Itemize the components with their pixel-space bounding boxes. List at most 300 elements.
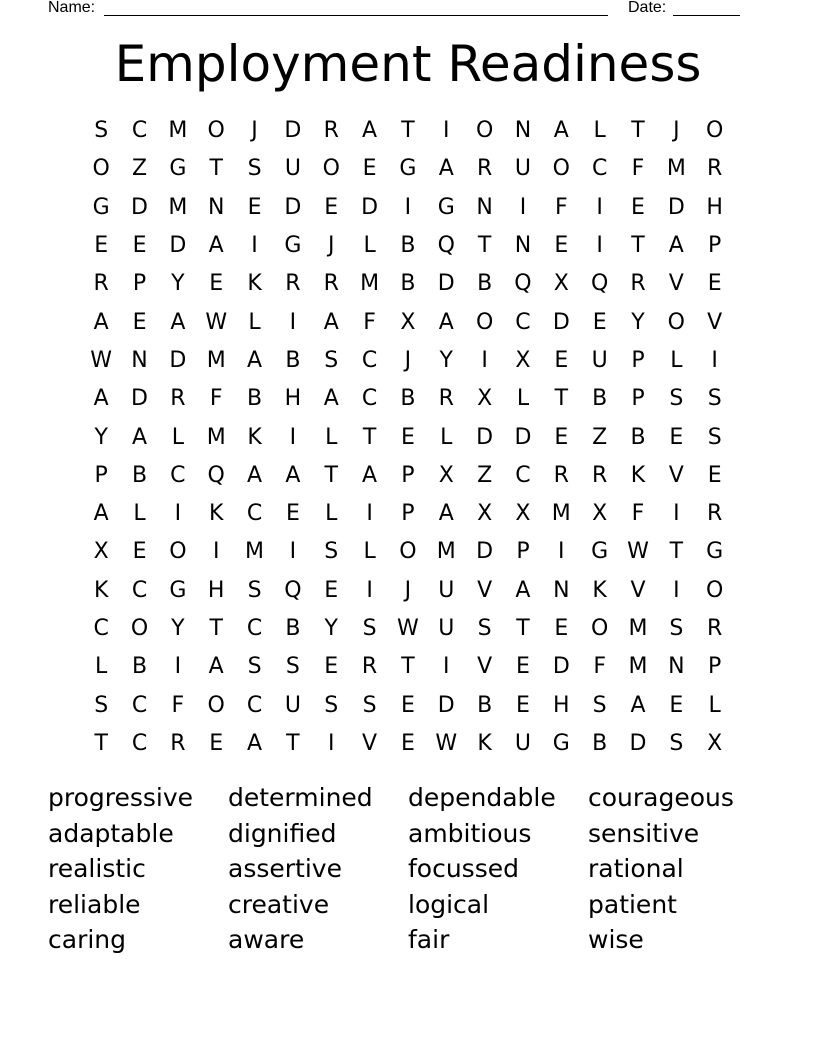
grid-letter[interactable]: Q bbox=[514, 271, 532, 297]
grid-letter[interactable]: S bbox=[707, 386, 722, 412]
grid-letter[interactable]: L bbox=[593, 118, 606, 144]
grid-letter[interactable]: M bbox=[666, 156, 686, 182]
grid-letter[interactable]: J bbox=[404, 347, 412, 373]
grid-letter[interactable]: H bbox=[553, 692, 570, 718]
grid-letter[interactable]: T bbox=[554, 386, 569, 412]
grid-letter[interactable]: B bbox=[285, 616, 301, 641]
grid-letter[interactable]: X bbox=[515, 347, 531, 373]
grid-letter[interactable]: A bbox=[247, 347, 263, 373]
grid-letter[interactable]: T bbox=[401, 654, 415, 680]
grid-letter[interactable]: D bbox=[552, 309, 570, 335]
grid-letter[interactable]: P bbox=[631, 347, 645, 373]
grid-letter[interactable]: X bbox=[438, 462, 454, 488]
grid-letter[interactable]: N bbox=[668, 654, 685, 680]
grid-letter[interactable]: W bbox=[90, 347, 113, 373]
grid-letter[interactable]: D bbox=[437, 271, 455, 297]
grid-letter[interactable]: X bbox=[477, 501, 493, 527]
grid-letter[interactable]: N bbox=[514, 118, 532, 144]
grid-letter[interactable]: M bbox=[628, 654, 648, 680]
grid-letter[interactable]: D bbox=[131, 194, 148, 220]
grid-letter[interactable]: S bbox=[669, 730, 684, 756]
grid-row bbox=[82, 457, 734, 495]
grid-letter[interactable]: C bbox=[131, 692, 148, 718]
grid-letter[interactable]: L bbox=[363, 539, 376, 565]
grid-letter[interactable]: I bbox=[673, 501, 680, 527]
grid-letter[interactable]: E bbox=[631, 194, 645, 220]
grid-letter[interactable]: R bbox=[553, 462, 569, 488]
word-list-item: rational bbox=[588, 854, 684, 884]
grid-letter[interactable]: Y bbox=[439, 347, 453, 373]
grid-letter[interactable]: X bbox=[477, 386, 493, 412]
grid-letter[interactable]: D bbox=[284, 118, 302, 144]
grid-letter[interactable]: Y bbox=[94, 424, 108, 450]
grid-letter[interactable]: E bbox=[285, 501, 300, 527]
grid-letter[interactable]: A bbox=[630, 692, 646, 718]
grid-letter[interactable]: X bbox=[553, 271, 569, 297]
grid-letter[interactable]: E bbox=[554, 424, 569, 450]
grid-letter[interactable]: F bbox=[631, 501, 645, 527]
grid-letter[interactable]: O bbox=[130, 616, 149, 641]
grid-letter[interactable]: S bbox=[94, 118, 109, 144]
grid-letter[interactable]: L bbox=[516, 386, 530, 412]
grid-letter[interactable]: T bbox=[477, 233, 492, 259]
grid-letter[interactable]: I bbox=[251, 233, 258, 259]
grid-letter[interactable]: P bbox=[516, 539, 530, 565]
grid-letter[interactable]: K bbox=[630, 462, 646, 488]
grid-letter[interactable]: Z bbox=[477, 462, 493, 488]
grid-letter[interactable]: X bbox=[515, 501, 531, 527]
grid-letter[interactable]: Y bbox=[631, 309, 645, 335]
grid-letter[interactable]: I bbox=[289, 309, 297, 335]
grid-letter[interactable]: C bbox=[131, 730, 148, 756]
grid-letter[interactable]: L bbox=[670, 347, 683, 373]
grid-letter[interactable]: L bbox=[363, 233, 376, 259]
grid-letter[interactable]: D bbox=[476, 424, 494, 450]
grid-letter[interactable]: Q bbox=[284, 577, 302, 603]
grid-letter[interactable]: A bbox=[208, 233, 224, 259]
grid-letter[interactable]: C bbox=[246, 616, 263, 641]
grid-letter[interactable]: E bbox=[516, 654, 530, 680]
grid-letter[interactable]: R bbox=[476, 156, 493, 182]
grid-letter[interactable]: T bbox=[286, 730, 300, 756]
grid-letter[interactable]: F bbox=[631, 156, 645, 182]
grid-letter[interactable]: B bbox=[477, 692, 493, 718]
grid-letter[interactable]: M bbox=[360, 271, 380, 297]
grid-letter[interactable]: X bbox=[707, 730, 723, 756]
grid-letter[interactable]: K bbox=[247, 424, 262, 450]
grid-letter[interactable]: W bbox=[435, 730, 458, 756]
grid-letter[interactable]: I bbox=[289, 424, 297, 450]
grid-letter[interactable]: C bbox=[361, 347, 378, 373]
grid-letter[interactable]: B bbox=[131, 462, 148, 488]
grid-letter[interactable]: G bbox=[284, 233, 302, 259]
grid-letter[interactable]: T bbox=[631, 118, 645, 144]
grid-letter[interactable]: F bbox=[363, 309, 376, 335]
grid-letter[interactable]: A bbox=[553, 118, 569, 144]
grid-letter[interactable]: P bbox=[631, 386, 645, 412]
grid-letter[interactable]: D bbox=[284, 194, 302, 220]
grid-letter[interactable]: I bbox=[327, 730, 335, 756]
grid-letter[interactable]: J bbox=[673, 118, 680, 144]
grid-letter[interactable]: O bbox=[92, 156, 110, 182]
grid-letter[interactable]: E bbox=[400, 692, 415, 718]
grid-letter[interactable]: B bbox=[400, 233, 416, 259]
grid-letter[interactable]: Q bbox=[590, 271, 609, 297]
grid-letter[interactable]: I bbox=[596, 194, 603, 220]
grid-letter[interactable]: A bbox=[208, 654, 224, 680]
grid-letter[interactable]: K bbox=[477, 730, 492, 756]
grid-letter[interactable]: C bbox=[93, 616, 109, 641]
grid-letter[interactable]: I bbox=[289, 539, 297, 565]
grid-letter[interactable]: I bbox=[443, 654, 450, 680]
grid-letter[interactable]: E bbox=[707, 271, 722, 297]
grid-letter[interactable]: C bbox=[515, 309, 531, 335]
grid-letter[interactable]: G bbox=[591, 539, 609, 565]
grid-letter[interactable]: P bbox=[94, 462, 108, 488]
grid-letter[interactable]: A bbox=[362, 118, 378, 144]
grid-letter[interactable]: H bbox=[284, 386, 302, 412]
grid-letter[interactable]: R bbox=[93, 271, 109, 297]
grid-letter[interactable]: Z bbox=[131, 156, 148, 182]
grid-letter[interactable]: O bbox=[475, 118, 494, 144]
grid-letter[interactable]: Y bbox=[171, 616, 185, 641]
grid-letter[interactable]: R bbox=[707, 501, 723, 527]
grid-letter[interactable]: U bbox=[438, 616, 455, 641]
grid-letter[interactable]: U bbox=[514, 730, 531, 756]
grid-letter[interactable]: S bbox=[247, 577, 262, 603]
grid-letter[interactable]: X bbox=[400, 309, 416, 335]
grid-letter[interactable]: F bbox=[209, 386, 223, 412]
grid-letter[interactable]: B bbox=[477, 271, 493, 297]
grid-letter[interactable]: K bbox=[247, 271, 262, 297]
grid-letter[interactable]: T bbox=[401, 118, 415, 144]
grid-letter[interactable]: L bbox=[171, 424, 184, 450]
grid-letter[interactable]: D bbox=[361, 194, 379, 220]
grid-letter[interactable]: W bbox=[205, 309, 228, 335]
grid-letter[interactable]: E bbox=[516, 692, 530, 718]
grid-letter[interactable]: V bbox=[668, 271, 684, 297]
grid-letter[interactable]: C bbox=[246, 501, 263, 527]
grid-letter[interactable]: E bbox=[132, 233, 147, 259]
grid-letter[interactable]: P bbox=[708, 654, 722, 680]
grid-letter[interactable]: R bbox=[285, 271, 301, 297]
word-list-item: reliable bbox=[48, 889, 141, 919]
grid-letter[interactable]: K bbox=[93, 577, 109, 603]
grid-letter[interactable]: E bbox=[209, 271, 224, 297]
grid-letter[interactable]: O bbox=[667, 309, 685, 335]
grid-letter[interactable]: C bbox=[515, 462, 531, 488]
grid-letter[interactable]: V bbox=[477, 577, 493, 603]
grid-letter[interactable]: T bbox=[631, 233, 645, 259]
grid-letter[interactable]: T bbox=[209, 616, 223, 641]
grid-letter[interactable]: B bbox=[592, 730, 608, 756]
grid-letter[interactable]: N bbox=[476, 194, 493, 220]
grid-letter[interactable]: G bbox=[92, 194, 110, 220]
grid-letter[interactable]: E bbox=[400, 730, 415, 756]
grid-letter[interactable]: I bbox=[558, 539, 565, 565]
grid-letter[interactable]: O bbox=[590, 616, 609, 641]
word-row bbox=[48, 887, 768, 923]
grid-letter[interactable]: O bbox=[207, 118, 225, 144]
grid-letter[interactable]: R bbox=[630, 271, 646, 297]
grid-letter[interactable]: S bbox=[592, 692, 607, 718]
grid-letter[interactable]: E bbox=[324, 654, 339, 680]
grid-letter[interactable]: G bbox=[169, 577, 187, 603]
grid-letter[interactable]: C bbox=[131, 118, 148, 144]
grid-letter[interactable]: C bbox=[591, 156, 608, 182]
grid-letter[interactable]: R bbox=[591, 462, 608, 488]
grid-letter[interactable]: E bbox=[94, 233, 109, 259]
grid-letter[interactable]: U bbox=[284, 692, 301, 718]
grid-letter[interactable]: O bbox=[706, 577, 724, 603]
grid-letter[interactable]: S bbox=[669, 386, 684, 412]
grid-letter[interactable]: T bbox=[209, 156, 223, 182]
grid-letter[interactable]: A bbox=[438, 501, 454, 527]
grid-letter[interactable]: E bbox=[554, 616, 569, 641]
grid-letter[interactable]: A bbox=[438, 156, 454, 182]
grid-letter[interactable]: G bbox=[169, 156, 187, 182]
grid-letter[interactable]: L bbox=[325, 424, 338, 450]
grid-letter[interactable]: B bbox=[131, 654, 148, 680]
grid-letter[interactable]: A bbox=[247, 730, 263, 756]
grid-letter[interactable]: X bbox=[93, 539, 109, 565]
grid-letter[interactable]: T bbox=[94, 730, 108, 756]
grid-letter[interactable]: Y bbox=[171, 271, 185, 297]
grid-letter[interactable]: F bbox=[171, 692, 185, 718]
date-field[interactable] bbox=[673, 0, 740, 16]
grid-letter[interactable]: S bbox=[324, 692, 339, 718]
grid-letter[interactable]: V bbox=[707, 309, 723, 335]
grid-letter[interactable]: M bbox=[436, 539, 456, 565]
grid-letter[interactable]: M bbox=[206, 347, 226, 373]
grid-letter[interactable]: W bbox=[627, 539, 649, 565]
grid-letter[interactable]: E bbox=[132, 309, 147, 335]
grid-letter[interactable]: S bbox=[669, 616, 684, 641]
grid-letter[interactable]: Z bbox=[592, 424, 608, 450]
grid-letter[interactable]: L bbox=[95, 654, 108, 680]
grid-letter[interactable]: A bbox=[438, 309, 454, 335]
grid-letter[interactable]: E bbox=[554, 233, 569, 259]
grid-letter[interactable]: E bbox=[247, 194, 262, 220]
grid-letter[interactable]: A bbox=[93, 309, 109, 335]
grid-letter[interactable]: R bbox=[323, 271, 339, 297]
grid-letter[interactable]: I bbox=[174, 501, 182, 527]
name-label: Name: bbox=[48, 0, 96, 16]
grid-letter[interactable]: E bbox=[132, 539, 147, 565]
grid-letter[interactable]: A bbox=[93, 386, 109, 412]
grid-letter[interactable]: I bbox=[673, 577, 680, 603]
grid-letter[interactable]: E bbox=[324, 194, 339, 220]
grid-letter[interactable]: I bbox=[404, 194, 412, 220]
grid-letter[interactable]: P bbox=[401, 501, 415, 527]
grid-letter[interactable]: L bbox=[325, 501, 338, 527]
grid-letter[interactable]: S bbox=[477, 616, 492, 641]
grid-letter[interactable]: A bbox=[668, 233, 684, 259]
grid-letter[interactable]: M bbox=[245, 539, 265, 565]
grid-letter[interactable]: E bbox=[324, 577, 339, 603]
grid-letter[interactable]: U bbox=[591, 347, 608, 373]
grid-letter[interactable]: B bbox=[630, 424, 646, 450]
grid-letter[interactable]: L bbox=[248, 309, 261, 335]
grid-letter[interactable]: S bbox=[362, 616, 377, 641]
grid-letter[interactable]: A bbox=[247, 462, 263, 488]
grid-letter[interactable]: O bbox=[475, 309, 494, 335]
grid-row bbox=[82, 189, 734, 227]
grid-letter[interactable]: I bbox=[366, 501, 373, 527]
grid-letter[interactable]: N bbox=[207, 194, 225, 220]
grid-letter[interactable]: E bbox=[209, 730, 224, 756]
grid-letter[interactable]: N bbox=[514, 233, 532, 259]
grid-letter[interactable]: S bbox=[324, 539, 339, 565]
grid-letter[interactable]: F bbox=[593, 654, 606, 680]
grid-letter[interactable]: T bbox=[669, 539, 684, 565]
grid-letter[interactable]: A bbox=[362, 462, 378, 488]
grid-letter[interactable]: S bbox=[362, 692, 377, 718]
grid-letter[interactable]: T bbox=[362, 424, 377, 450]
grid-letter[interactable]: J bbox=[327, 233, 335, 259]
grid-letter[interactable]: D bbox=[437, 692, 455, 718]
grid-letter[interactable]: P bbox=[401, 462, 415, 488]
grid-letter[interactable]: Q bbox=[207, 462, 225, 488]
grid-letter[interactable]: I bbox=[596, 233, 603, 259]
grid-letter[interactable]: D bbox=[552, 654, 570, 680]
grid-letter[interactable]: D bbox=[667, 194, 685, 220]
grid-letter[interactable]: D bbox=[514, 424, 532, 450]
name-field[interactable] bbox=[104, 0, 608, 16]
grid-letter[interactable]: J bbox=[251, 118, 258, 144]
grid-letter[interactable]: U bbox=[438, 577, 455, 603]
grid-letter[interactable]: E bbox=[669, 692, 684, 718]
grid-letter[interactable]: E bbox=[707, 462, 722, 488]
grid-letter[interactable]: D bbox=[131, 386, 148, 412]
grid-letter[interactable]: C bbox=[131, 577, 148, 603]
grid-letter[interactable]: O bbox=[169, 539, 187, 565]
grid-letter[interactable]: I bbox=[212, 539, 220, 565]
grid-letter[interactable]: R bbox=[170, 386, 186, 412]
grid-letter[interactable]: B bbox=[400, 386, 416, 412]
grid-letter[interactable]: R bbox=[170, 730, 186, 756]
grid-letter[interactable]: M bbox=[168, 194, 188, 220]
grid-letter[interactable]: A bbox=[285, 462, 301, 488]
grid-letter[interactable]: S bbox=[94, 692, 109, 718]
word-list-item: realistic bbox=[48, 854, 146, 884]
grid-letter[interactable]: E bbox=[592, 309, 607, 335]
grid-letter[interactable]: L bbox=[133, 501, 146, 527]
grid-letter[interactable]: S bbox=[247, 654, 262, 680]
grid-letter[interactable]: S bbox=[707, 424, 722, 450]
grid-letter[interactable]: B bbox=[592, 386, 608, 412]
grid-letter[interactable]: S bbox=[285, 654, 300, 680]
grid-letter[interactable]: V bbox=[477, 654, 493, 680]
grid-letter[interactable]: G bbox=[552, 730, 570, 756]
grid-letter[interactable]: A bbox=[93, 501, 109, 527]
grid-letter[interactable]: X bbox=[592, 501, 608, 527]
grid-letter[interactable]: O bbox=[706, 118, 724, 144]
header bbox=[48, 0, 748, 18]
grid-letter[interactable]: I bbox=[519, 194, 527, 220]
grid-letter[interactable]: N bbox=[553, 577, 570, 603]
grid-letter[interactable]: E bbox=[362, 156, 377, 182]
grid-letter[interactable]: K bbox=[208, 501, 224, 527]
grid-letter[interactable]: H bbox=[207, 577, 225, 603]
grid-letter[interactable]: C bbox=[361, 386, 378, 412]
grid-letter[interactable]: S bbox=[324, 347, 339, 373]
grid-letter[interactable]: C bbox=[246, 692, 263, 718]
grid-letter[interactable]: G bbox=[399, 156, 417, 182]
grid-letter[interactable]: J bbox=[404, 577, 412, 603]
grid-letter[interactable]: A bbox=[515, 577, 531, 603]
grid-letter[interactable]: C bbox=[170, 462, 186, 488]
grid-letter[interactable]: T bbox=[324, 462, 338, 488]
grid-letter[interactable]: D bbox=[169, 233, 187, 259]
grid-letter[interactable]: A bbox=[170, 309, 186, 335]
grid-letter[interactable]: P bbox=[708, 233, 722, 259]
grid-letter[interactable]: B bbox=[285, 347, 301, 373]
grid-letter[interactable]: L bbox=[440, 424, 453, 450]
grid-letter[interactable]: E bbox=[669, 424, 684, 450]
grid-letter[interactable]: O bbox=[399, 539, 417, 565]
grid-letter[interactable]: B bbox=[400, 271, 416, 297]
grid-letter[interactable]: A bbox=[323, 309, 339, 335]
grid-letter[interactable]: I bbox=[443, 118, 450, 144]
grid-letter[interactable]: L bbox=[708, 692, 721, 718]
grid-letter[interactable]: V bbox=[362, 730, 378, 756]
grid-letter[interactable]: A bbox=[323, 386, 339, 412]
grid-letter[interactable]: R bbox=[707, 156, 723, 182]
grid-letter[interactable]: M bbox=[628, 616, 648, 641]
grid-letter[interactable]: I bbox=[174, 654, 182, 680]
grid-letter[interactable]: P bbox=[132, 271, 147, 297]
grid-letter[interactable]: U bbox=[514, 156, 531, 182]
grid-letter[interactable]: W bbox=[397, 616, 419, 641]
grid-letter[interactable]: S bbox=[247, 156, 262, 182]
grid-letter[interactable]: M bbox=[551, 501, 571, 527]
grid-letter[interactable]: R bbox=[438, 386, 454, 412]
grid-letter[interactable]: R bbox=[323, 118, 339, 144]
grid-letter[interactable]: E bbox=[554, 347, 569, 373]
grid-letter[interactable]: V bbox=[630, 577, 646, 603]
grid-letter[interactable]: D bbox=[476, 539, 494, 565]
grid-letter[interactable]: E bbox=[400, 424, 415, 450]
grid-letter[interactable]: U bbox=[284, 156, 301, 182]
grid-letter[interactable]: O bbox=[207, 692, 225, 718]
grid-letter[interactable]: F bbox=[554, 194, 568, 220]
grid-letter[interactable]: K bbox=[592, 577, 607, 603]
grid-letter[interactable]: R bbox=[707, 616, 723, 641]
grid-letter[interactable]: G bbox=[706, 539, 724, 565]
grid-letter[interactable]: I bbox=[711, 347, 718, 373]
grid-letter[interactable]: B bbox=[247, 386, 263, 412]
grid-letter[interactable]: D bbox=[169, 347, 187, 373]
grid-row bbox=[82, 150, 734, 188]
grid-letter[interactable]: I bbox=[481, 347, 488, 373]
grid-letter[interactable]: Q bbox=[437, 233, 455, 259]
grid-letter[interactable]: D bbox=[629, 730, 647, 756]
grid-letter[interactable]: R bbox=[361, 654, 378, 680]
grid-letter[interactable]: O bbox=[322, 156, 340, 182]
grid-letter[interactable]: N bbox=[131, 347, 148, 373]
grid-letter[interactable]: M bbox=[206, 424, 226, 450]
grid-letter[interactable]: Y bbox=[324, 616, 338, 641]
grid-letter[interactable]: I bbox=[366, 577, 373, 603]
grid-letter[interactable]: M bbox=[168, 118, 188, 144]
grid-letter[interactable]: O bbox=[552, 156, 570, 182]
grid-letter[interactable]: T bbox=[516, 616, 530, 641]
grid-letter[interactable]: A bbox=[131, 424, 148, 450]
grid-letter[interactable]: G bbox=[437, 194, 455, 220]
grid-letter[interactable]: H bbox=[706, 194, 723, 220]
grid-letter[interactable]: V bbox=[668, 462, 684, 488]
